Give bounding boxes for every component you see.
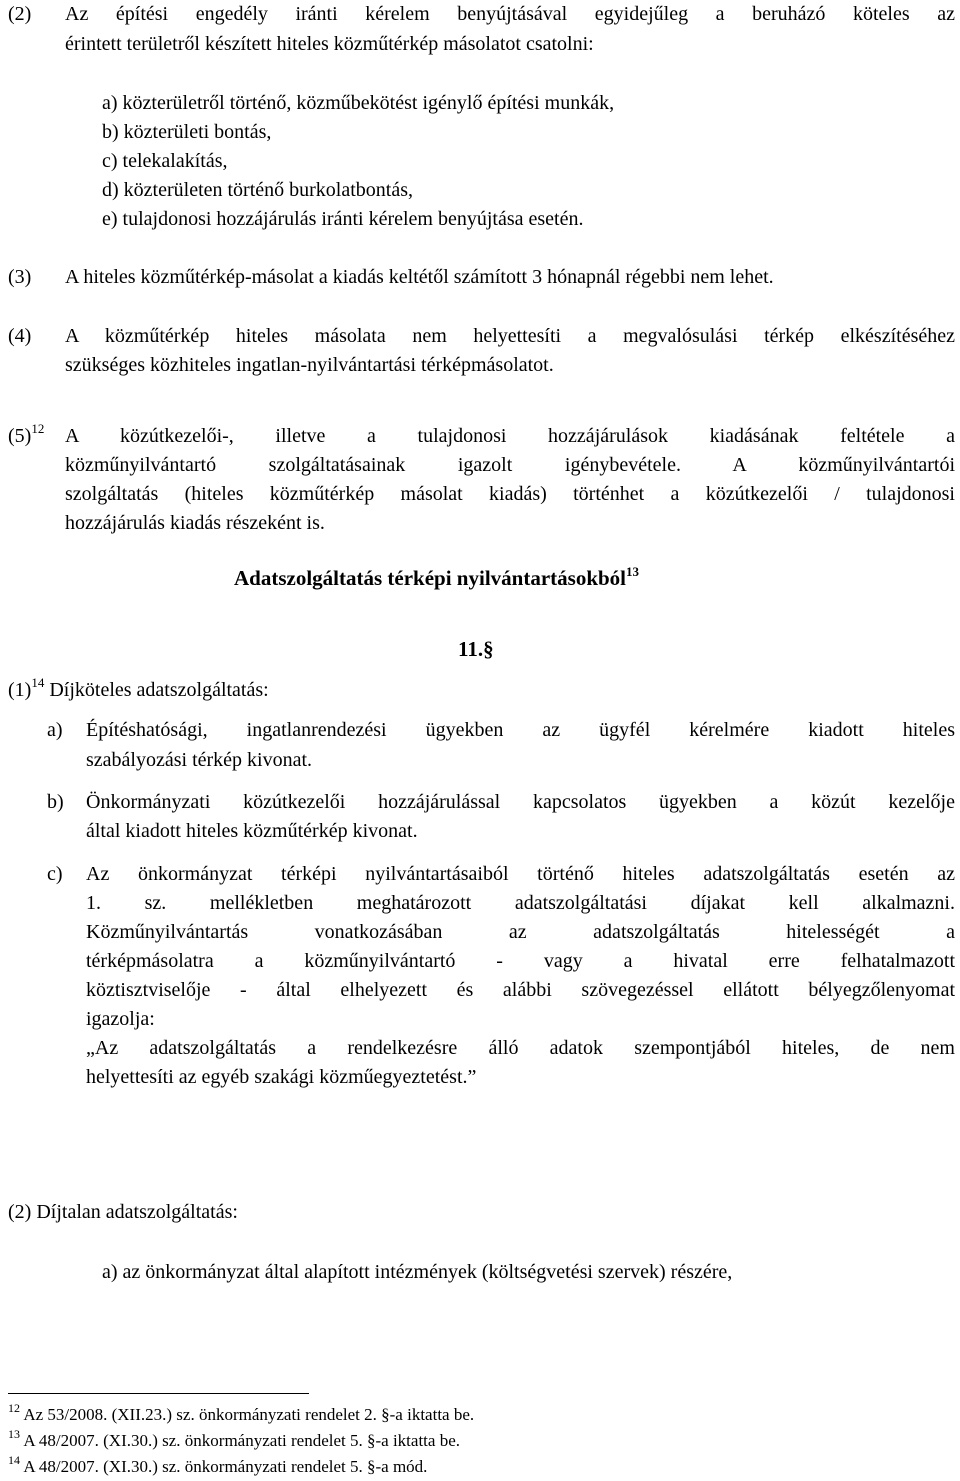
paragraph-3-text: A hiteles közműtérkép-másolat a kiadás keltétől számított 3 hónapnál régebbi nem lehet.	[65, 266, 774, 288]
list-item: a) közterületről történő, közműbekötést igénylő építési munkák,	[102, 92, 615, 114]
list-item: b) közterületi bontás,	[102, 121, 272, 143]
item-c-line-5: köztisztviselője - által elhelyezett és alábbi szövegezéssel ellátott bélyegzőlenyomat	[86, 979, 955, 1001]
subsection-1-title: $(1)^{14}$ Díjköteles adatszolgáltatás:	[8, 675, 269, 701]
paragraph-4-line-1: A közműtérkép hiteles másolata nem helyettesíti a megvalósulási térkép elkészítéséhez	[65, 325, 955, 347]
paragraph-2-line-2: érintett területről készített hiteles közműtérkép másolatot csatolni:	[65, 33, 594, 55]
footnote: $^{13}$ A 48/2007. (XI.30.) sz. önkormányzati rendelet 5. §-a iktatta be.	[8, 1427, 460, 1450]
section-heading: Adatszolgáltatás térképi nyilvántartásokból$^{13}$	[234, 564, 640, 590]
footnote: $^{12}$ Az 53/2008. (XII.23.) sz. önkormányzati rendelet 2. §-a iktatta be.	[8, 1401, 475, 1424]
item-b-line-2: által kiadott hiteles közműtérkép kivonat.	[86, 820, 418, 842]
item-label: b)	[47, 791, 64, 813]
list-item: e) tulajdonosi hozzájárulás iránti kérelem benyújtása esetén.	[102, 208, 584, 230]
item-c-line-1: Az önkormányzat térképi nyilvántartásaiból történő hiteles adatszolgáltatás esetén az	[86, 863, 955, 885]
paragraph-5-line-1: A közútkezelői-, illetve a tulajdonosi hozzájárulások kiadásának feltétele a	[65, 425, 955, 447]
item-c-line-3: Közműnyilvántartás vonatkozásában az adatszolgáltatás hitelességét a	[86, 921, 955, 943]
item-c-line-7: „Az adatszolgáltatás a rendelkezésre álló adatok szempontjából hiteles, de nem	[86, 1037, 955, 1059]
list-item: a) az önkormányzat által alapított intézmények (költségvetési szervek) részére,	[102, 1261, 733, 1283]
section-number: 11.§	[458, 637, 494, 661]
item-c-line-8: helyettesíti az egyéb szakági közműegyeztetést.”	[86, 1066, 477, 1088]
paragraph-5-line-4: hozzájárulás kiadás részeként is.	[65, 512, 325, 534]
footnote: $^{14}$ A 48/2007. (XI.30.) sz. önkormányzati rendelet 5. §-a mód.	[8, 1453, 428, 1476]
item-label: c)	[47, 863, 63, 885]
paragraph-5-line-2: közműnyilvántartó szolgáltatásainak igazolt igénybevétele. A közműnyilvántartói	[65, 454, 955, 476]
item-label: a)	[47, 719, 63, 741]
paragraph-2-line-1: Az építési engedély iránti kérelem benyújtásával egyidejűleg a beruházó köteles az	[65, 3, 955, 25]
paragraph-5-line-3: szolgáltatás (hiteles közműtérkép másolat kiadás) történhet a közútkezelői / tulajdonosi	[65, 483, 955, 505]
subsection-2-title: (2) Díjtalan adatszolgáltatás:	[8, 1201, 238, 1223]
paragraph-number: $(5)^{12}$	[8, 421, 45, 447]
footnote-separator	[8, 1393, 309, 1394]
list-item: c) telekalakítás,	[102, 150, 228, 172]
footnote-ref: 12	[31, 421, 45, 436]
footnote-ref: 14	[31, 675, 45, 690]
item-c-line-6: igazolja:	[86, 1008, 155, 1030]
footnote-ref: 13	[626, 564, 640, 579]
item-c-line-4: térképmásolatra a közműnyilvántartó - vagy a hivatal erre felhatalmazott	[86, 950, 955, 972]
paragraph-number: (3)	[8, 266, 32, 288]
paragraph-number: (4)	[8, 325, 32, 347]
list-item: d) közterületen történő burkolatbontás,	[102, 179, 414, 201]
paragraph-4-line-2: szükséges közhiteles ingatlan-nyilvántartási térképmásolatot.	[65, 354, 554, 376]
item-a-line-1: Építéshatósági, ingatlanrendezési ügyekben az ügyfél kérelmére kiadott hiteles	[86, 719, 955, 741]
paragraph-number: (2)	[8, 3, 32, 25]
item-a-line-2: szabályozási térkép kivonat.	[86, 749, 313, 771]
item-c-line-2: 1. sz. mellékletben meghatározott adatszolgáltatási díjakat kell alkalmazni.	[86, 892, 955, 914]
item-b-line-1: Önkormányzati közútkezelői hozzájárulással kapcsolatos ügyekben a közút kezelője	[86, 791, 955, 813]
